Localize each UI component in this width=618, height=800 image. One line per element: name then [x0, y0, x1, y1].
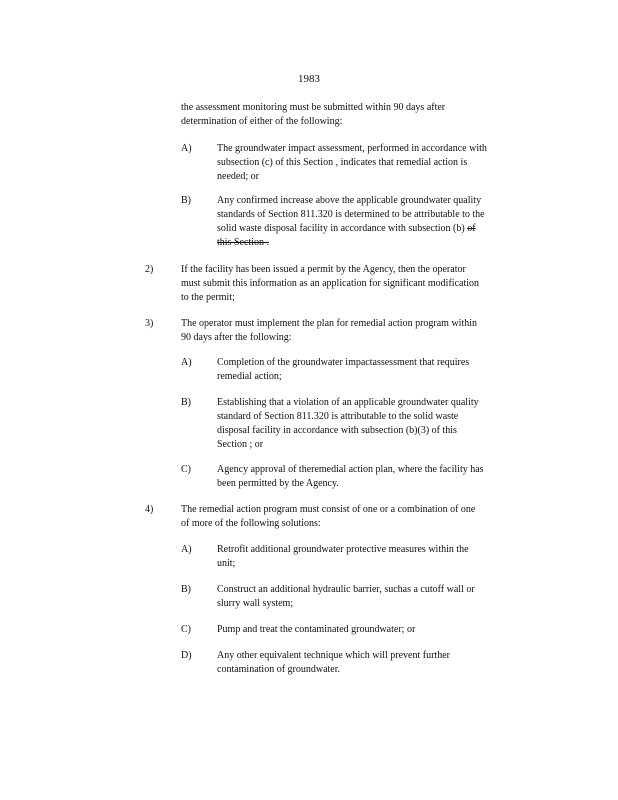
text-segment: solid waste disposal facility in accordance with subsection (b): [217, 223, 465, 234]
text-line: subsection (c) of this Section , indicates that remedial action is: [217, 157, 468, 168]
item-text: [217, 356, 517, 384]
text-line: to the permit;: [181, 292, 235, 303]
item-label: B): [181, 397, 191, 408]
item-label: A): [181, 143, 192, 154]
text-line: must submit this information as an application for significant modification: [181, 278, 480, 289]
text-line: remedial action;: [217, 371, 282, 382]
text-line: Any other equivalent technique which will prevent further: [217, 650, 450, 661]
text-line: been permitted by the Agency.: [217, 478, 339, 489]
item-label: 3): [145, 318, 154, 329]
item-text: [217, 463, 535, 491]
item-text: [217, 543, 521, 571]
item-label: A): [181, 544, 192, 555]
item-text: [181, 263, 531, 305]
text-line: contamination of groundwater.: [217, 664, 341, 675]
item-label: C): [181, 624, 191, 635]
text-line: Completion of the groundwater impactassessment that requires: [217, 357, 470, 368]
item-text: [181, 317, 535, 345]
item-label: B): [181, 584, 191, 595]
item-text: [217, 649, 497, 677]
text-line: needed; or: [217, 171, 259, 182]
item-text: [217, 396, 529, 452]
text-line: Retrofit additional groundwater protective measures within the: [217, 544, 469, 555]
item-text: [181, 503, 535, 531]
text-line: The groundwater impact assessment, performed in accordance with: [217, 143, 487, 154]
text-line: The operator must implement the plan for remedial action program within: [181, 318, 478, 329]
text-line: slurry wall system;: [217, 598, 294, 609]
text-line: determination of either of the following:: [181, 116, 343, 127]
item-label: C): [181, 464, 191, 475]
text-line: 90 days after the following:: [181, 332, 292, 343]
text-line: the assessment monitoring must be submitted within 90 days after: [181, 102, 446, 113]
struck-text: this Section .: [217, 237, 269, 248]
item-label: 4): [145, 504, 154, 515]
text-line: unit;: [217, 558, 236, 569]
item-label: D): [181, 650, 192, 661]
text-line: disposal facility in accordance with subsection (b)(3) of this: [217, 425, 457, 436]
item-text: [217, 623, 477, 637]
text-line: of more of the following solutions:: [181, 518, 321, 529]
item-label: B): [181, 195, 191, 206]
text-line: If the facility has been issued a permit by the Agency, then the operator: [181, 264, 466, 275]
item-text: [217, 194, 541, 250]
item-text: [217, 142, 541, 184]
text-line: standard of Section 811.320 is attributable to the solid waste: [217, 411, 459, 422]
text-line: Agency approval of theremedial action plan, where the facility has: [217, 464, 484, 475]
intro-paragraph: [181, 101, 531, 129]
struck-text: of: [467, 223, 476, 234]
text-line: Establishing that a violation of an applicable groundwater quality: [217, 397, 479, 408]
text-line: Any confirmed increase above the applicable groundwater quality: [217, 195, 482, 206]
text-line: Section ; or: [217, 439, 264, 450]
item-text: [217, 583, 529, 611]
text-line: [217, 222, 541, 236]
text-line: The remedial action program must consist of one or a combination of one: [181, 504, 476, 515]
text-line: Construct an additional hydraulic barrier, suchas a cutoff wall or: [217, 584, 475, 595]
text-line: Pump and treat the contaminated groundwater; or: [217, 624, 416, 635]
page-number: 1983: [298, 73, 320, 85]
item-label: 2): [145, 264, 154, 275]
item-label: A): [181, 357, 192, 368]
text-line: standards of Section 811.320 is determined to be attributable to the: [217, 209, 485, 220]
